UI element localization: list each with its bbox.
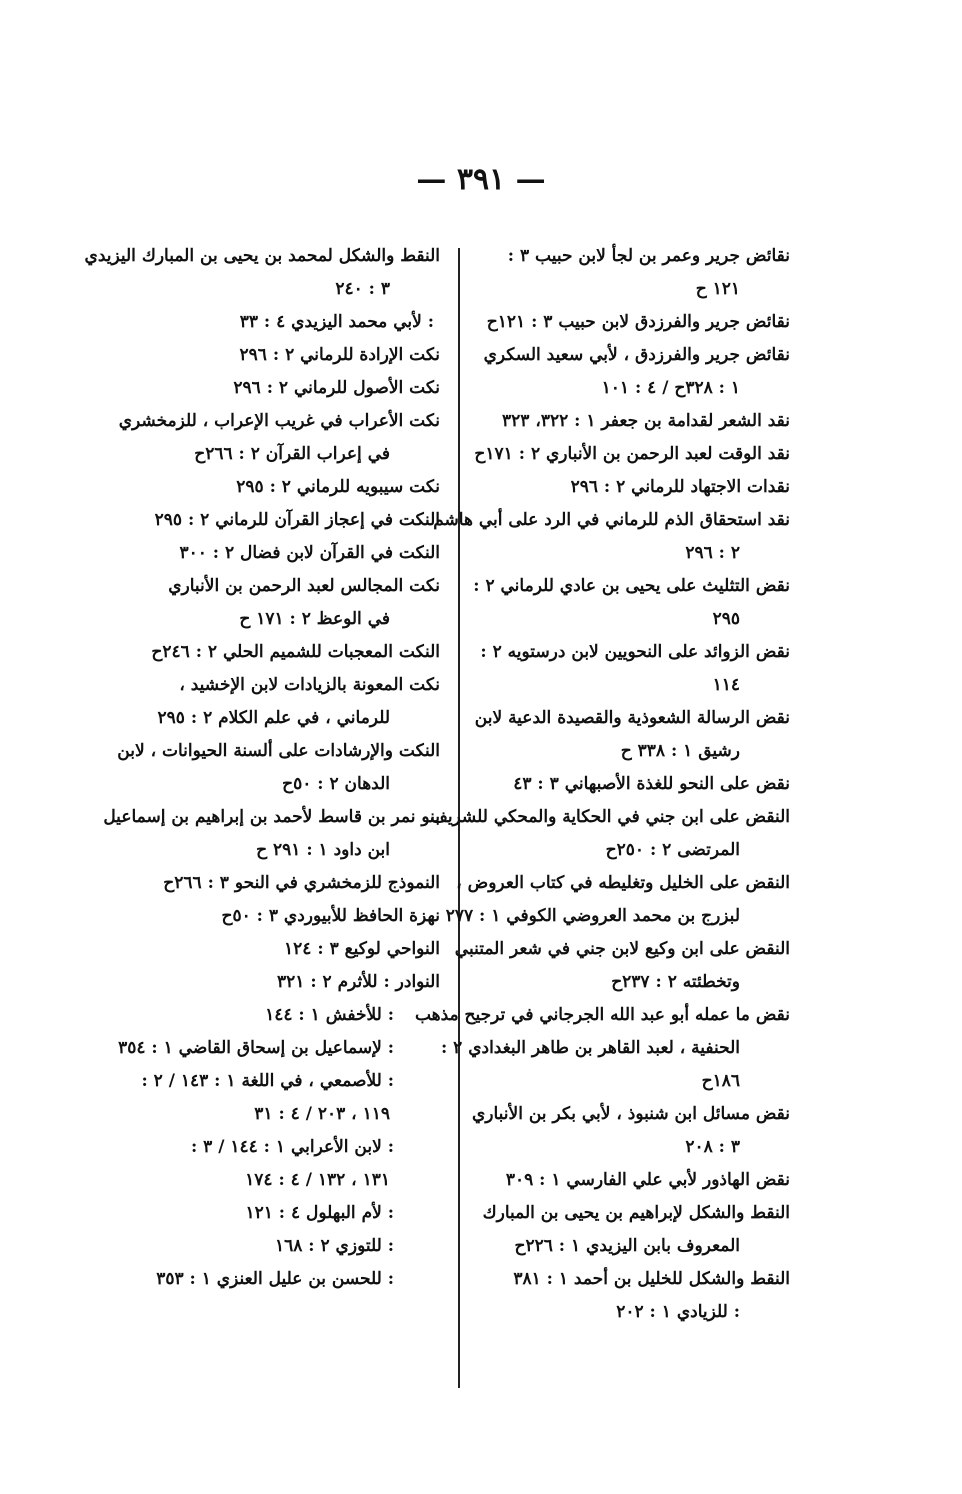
index-entry: نقض الزوائد على النحويين لابن درستويه ٢ : xyxy=(480,642,790,662)
index-entry: نكت المعونة بالزيادات لابن الإخشيد ، xyxy=(179,675,440,695)
index-entry-continuation: ١٨٦ح xyxy=(701,1071,740,1091)
index-entry: النقط والشكل لمحمد بن يحيى بن المبارك اليزيدي xyxy=(84,246,440,266)
index-entry-continuation: ١١٩ ، ٢٠٣ / ٤ : ٣١ xyxy=(254,1104,390,1124)
index-subentry: : للزيادي ١ : ٢٠٢ xyxy=(616,1302,740,1322)
index-entry-continuation: الحنفية ، لعبد القاهر بن طاهر البغدادي ٢ : xyxy=(440,1038,740,1058)
index-entry-continuation: الدهان ٢ : ٥٠ح xyxy=(282,774,390,794)
index-subentry: : لإسماعيل بن إسحاق القاضي ١ : ٣٥٤ xyxy=(118,1038,394,1058)
index-entry-continuation: ٢ : ٢٩٦ xyxy=(685,543,740,563)
index-entry: نقدات الاجتهاد للرماني ٢ : ٢٩٦ xyxy=(570,477,790,497)
index-entry: النقط والشكل للخليل بن أحمد ١ : ٣٨١ xyxy=(513,1269,790,1289)
index-entry: نقض مسائل ابن شنبوذ ، لأبي بكر بن الأنباري xyxy=(471,1104,790,1124)
index-entry: نقد الوقت لعبد الرحمن بن الأنباري ٢ : ١٧١ح xyxy=(474,444,790,464)
index-entry-continuation: ١٣١ ، ١٣٢ / ٤ : ١٧٤ xyxy=(245,1170,390,1190)
index-subentry: : لأبي محمد اليزيدي ٤ : ٣٣ xyxy=(239,312,434,332)
index-entry-continuation: ٢٩٥ xyxy=(712,609,740,629)
index-entry: النقض على الخليل وتغليطه في كتاب العروض ، xyxy=(456,873,790,893)
left-column xyxy=(84,240,440,1296)
index-entry-continuation: ابن داود ١ : ٢٩١ ح xyxy=(256,840,390,860)
right-column xyxy=(414,240,790,1329)
index-entry: نقض ما عمله أبو عبد الله الجرجاني في ترجيح مذهب xyxy=(414,1005,790,1025)
index-subentry: : للحسن بن عليل العنزي ١ : ٣٥٣ xyxy=(156,1269,394,1289)
index-subentry: : للتوزي ٢ : ١٦٨ xyxy=(274,1236,394,1256)
index-entry: نقض الرسالة الشعوذية والقصيدة الدعية لابن xyxy=(474,708,790,728)
index-entry: النقض على ابن وكيع لابن جني في شعر المتنبي xyxy=(454,939,790,959)
index-entry: النكت في إعجاز القرآن للرماني ٢ : ٢٩٥ xyxy=(154,510,440,530)
index-entry-continuation: ١ : ٣٢٨ح / ٤ : ١٠١ xyxy=(601,378,740,398)
index-entry: بنو نمر بن قاسط لأحمد بن إبراهيم بن إسماعيل xyxy=(103,807,440,827)
index-entry-continuation: رشيق ١ : ٣٣٨ ح xyxy=(620,741,740,761)
index-subentry: : للأصمعي ، في اللغة ١ : ١٤٣ / ٢ : xyxy=(141,1071,394,1091)
index-entry: النكت في القرآن لابن فضال ٢ : ٣٠٠ xyxy=(179,543,440,563)
index-entry-continuation: وتخطئته ٢ : ٢٣٧ح xyxy=(611,972,740,992)
index-entry: نقائض جرير والفرزدق ، لأبي سعيد السكري xyxy=(483,345,790,365)
index-entry: نقض الهاذور لأبي علي الفارسي ١ : ٣٠٩ xyxy=(505,1170,790,1190)
index-entry: نكت الإرادة للرماني ٢ : ٢٩٦ xyxy=(239,345,440,365)
index-entry: نقض على النحو للغذة الأصبهاني ٣ : ٤٣ xyxy=(513,774,790,794)
index-entry-continuation: في إعراب القرآن ٢ : ٢٦٦ح xyxy=(194,444,390,464)
index-entry: نقض التثليث على يحيى بن عادي للرماني ٢ : xyxy=(473,576,790,596)
index-entry-continuation: لبزرج بن محمد العروضي الكوفي ١ : ٢٧٧ xyxy=(445,906,740,926)
index-entry-continuation: ٣ : ٢٠٨ xyxy=(685,1137,740,1157)
index-entry: نقد الشعر لقدامة بن جعفر ١ : ٣٢٢، ٣٢٣ xyxy=(502,411,790,431)
index-entry-continuation: المرتضى ٢ : ٢٥٠ح xyxy=(605,840,740,860)
index-entry: النقض على ابن جني في الحكاية والمحكي للشريف xyxy=(430,807,790,827)
index-entry: النقط والشكل لإبراهيم بن يحيى بن المبارك xyxy=(482,1203,790,1223)
index-entry-continuation: ١١٤ xyxy=(712,675,740,695)
page-number: — ٣٩١ — xyxy=(416,162,546,197)
index-entry: النكت والإرشادات على ألسنة الحيوانات ، لابن xyxy=(117,741,440,761)
index-entry-continuation: ١٢١ ح xyxy=(695,279,740,299)
index-entry: نقد استحقاق الذم للرماني في الرد على أبي هاشم xyxy=(433,510,790,530)
index-entry: نكت سيبويه للرماني ٢ : ٢٩٥ xyxy=(236,477,440,497)
index-subentry: : للأخفش ١ : ١٤٤ xyxy=(265,1005,394,1025)
index-entry-continuation: المعروف بابن اليزيدي ١ : ٢٢٦ح xyxy=(514,1236,740,1256)
index-entry-continuation: للرماني ، في علم الكلام ٢ : ٢٩٥ xyxy=(157,708,390,728)
index-entry: نقائض جرير والفرزدق لابن حبيب ٣ : ١٢١ح xyxy=(486,312,790,332)
index-entry: نكت الأعراب في غريب الإعراب ، للزمخشري xyxy=(118,411,440,431)
index-entry-continuation: في الوعظ ٢ : ١٧١ ح xyxy=(239,609,390,629)
index-entry: النموذج للزمخشري في النحو ٣ : ٢٦٦ح xyxy=(163,873,440,893)
index-entry: نكت الأصول للرماني ٢ : ٢٩٦ xyxy=(233,378,440,398)
index-subentry: : لأم البهلول ٤ : ١٢١ xyxy=(245,1203,394,1223)
index-entry: نقائض جرير وعمر بن لجأ لابن حبيب ٣ : xyxy=(507,246,790,266)
index-entry-continuation: ٣ : ٢٤٠ xyxy=(335,279,390,299)
index-entry: نكت المجالس لعبد الرحمن بن الأنباري xyxy=(168,576,440,596)
index-subentry: : لابن الأعرابي ١ : ١٤٤ / ٣ : xyxy=(190,1137,394,1157)
index-entry: النوادر : للأثرم ٢ : ٣٢١ xyxy=(277,972,440,992)
index-entry: النكت المعجبات للشميم الحلي ٢ : ٢٤٦ح xyxy=(151,642,440,662)
index-entry: نهزة الحافظ للأبيوردي ٣ : ٥٠ح xyxy=(221,906,440,926)
index-entry: النواحي لوكيع ٣ : ١٢٤ xyxy=(284,939,440,959)
